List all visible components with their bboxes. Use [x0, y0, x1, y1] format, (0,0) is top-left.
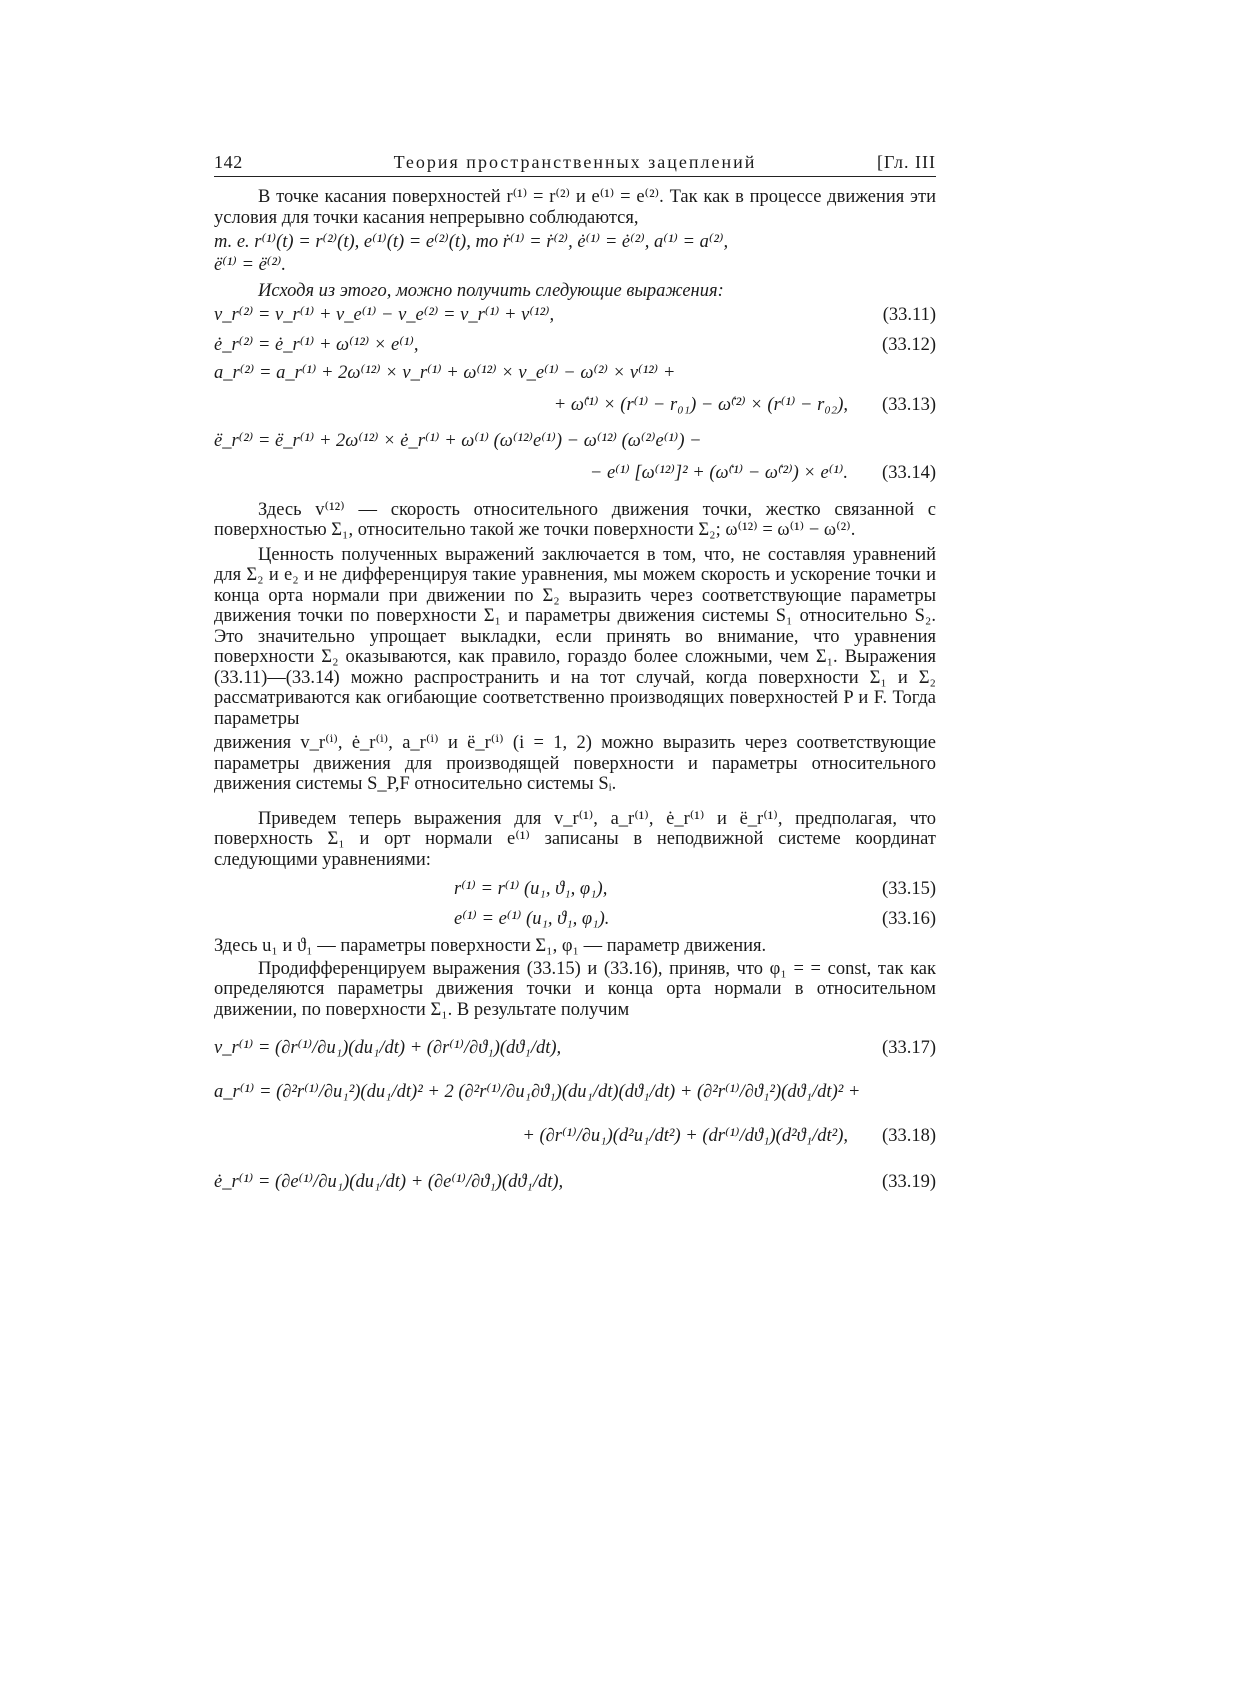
equation-33-12 — [214, 332, 936, 358]
paragraph-contact-conditions: В точке касания поверхностей r⁽¹⁾ = r⁽²⁾ и e⁽¹⁾ = e⁽²⁾. Так как в процессе движения эти условия для точки касания непрерывно соблюдаются, — [214, 187, 936, 228]
equation-33-17-body: v_r⁽¹⁾ = (∂r⁽¹⁾/∂u₁)(du₁/dt) + (∂r⁽¹⁾/∂ϑ₁)(dϑ₁/dt), — [214, 1038, 562, 1058]
equation-33-14-line1 — [214, 428, 936, 454]
equation-33-14-body-1: ë_r⁽²⁾ = ë_r⁽¹⁾ + 2ω⁽¹²⁾ × ė_r⁽¹⁾ + ω⁽¹⁾ (ω⁽¹²⁾e⁽¹⁾) − ω⁽¹²⁾ (ω⁽²⁾e⁽¹⁾) − — [214, 430, 702, 451]
equation-33-14-number: (33.14) — [882, 462, 936, 483]
equation-33-16-body: e⁽¹⁾ = e⁽¹⁾ (u₁, ϑ₁, φ₁). — [454, 909, 610, 929]
paragraph-differentiate: Продифференцируем выражения (33.15) и (33.16), приняв, что φ₁ = = const, так как определяются параметры движения точки и конца орта нормали в относительном движении, по поверхности Σ₁. В результате получим — [214, 958, 936, 1020]
equation-33-12-number: (33.12) — [882, 334, 936, 355]
equation-33-11-number: (33.11) — [882, 304, 936, 325]
equation-33-19 — [214, 1162, 936, 1202]
equation-33-13-line1 — [214, 360, 936, 386]
page-number: 142 — [214, 152, 243, 172]
equation-33-15-number: (33.15) — [882, 879, 936, 899]
running-header — [214, 150, 936, 177]
running-title: Теория пространственных зацеплений — [393, 152, 757, 172]
equation-33-18-body-1: a_r⁽¹⁾ = (∂²r⁽¹⁾/∂u₁²)(du₁/dt)² + 2 (∂²r⁽¹⁾/∂u₁∂ϑ₁)(du₁/dt)(dϑ₁/dt) + (∂²r⁽¹⁾/∂ϑ₁²)(dϑ₁/dt)² + — [214, 1082, 861, 1102]
equation-33-19-number: (33.19) — [882, 1172, 936, 1192]
equation-33-13-body-2: + ω̇⁽¹⁾ × (r⁽¹⁾ − r₀₁) − ω̇⁽²⁾ × (r⁽¹⁾ − r₀₂), — [553, 394, 848, 415]
paragraph-value-of-expressions-cont: движения v_r⁽ⁱ⁾, ė_r⁽ⁱ⁾, a_r⁽ⁱ⁾ и ë_r⁽ⁱ⁾ (i = 1, 2) можно выразить через соответствующие параметры движения для производящей поверхности и параметры относительного движения системы S_P,F относительно системы Sᵢ. — [214, 733, 936, 794]
paragraph-parameters: Здесь u₁ и ϑ₁ — параметры поверхности Σ₁, φ₁ — параметр движения. — [214, 936, 767, 956]
equation-33-13-line2 — [214, 392, 936, 418]
paragraph-contact-conditions-cont: т. е. r⁽¹⁾(t) = r⁽²⁾(t), e⁽¹⁾(t) = e⁽²⁾(t), то ṙ⁽¹⁾ = ṙ⁽²⁾, ė⁽¹⁾ = ė⁽²⁾, a⁽¹⁾ = a⁽²⁾, — [214, 232, 729, 252]
equation-33-18-line1 — [214, 1072, 936, 1112]
paragraph-expressions-intro: Исходя из этого, можно получить следующие выражения: — [258, 281, 724, 301]
paragraph-present-expressions: Приведем теперь выражения для v_r⁽¹⁾, a_r⁽¹⁾, ė_r⁽¹⁾ и ë_r⁽¹⁾, предполагая, что поверхность Σ₁ и орт нормали e⁽¹⁾ записаны в неподвижной системе координат следующими уравнениями: — [214, 808, 936, 870]
equation-33-17-number: (33.17) — [882, 1038, 936, 1058]
paragraph-contact-conditions-end: ë⁽¹⁾ = ë⁽²⁾. — [214, 254, 287, 275]
equation-33-15-body: r⁽¹⁾ = r⁽¹⁾ (u₁, ϑ₁, φ₁), — [454, 879, 608, 899]
equation-33-19-body: ė_r⁽¹⁾ = (∂e⁽¹⁾/∂u₁)(du₁/dt) + (∂e⁽¹⁾/∂ϑ₁)(dϑ₁/dt), — [214, 1172, 564, 1192]
equation-33-13-number: (33.13) — [882, 394, 936, 415]
equation-33-18-body-2: + (∂r⁽¹⁾/∂u₁)(d²u₁/dt²) + (dr⁽¹⁾/dϑ₁)(d²ϑ₁/dt²), — [522, 1126, 848, 1146]
equation-33-18-number: (33.18) — [882, 1126, 936, 1146]
page-content — [214, 150, 936, 1202]
equation-33-11 — [214, 302, 936, 328]
equation-33-16 — [214, 906, 936, 932]
equation-33-15 — [214, 876, 936, 902]
equation-33-13-body-1: a_r⁽²⁾ = a_r⁽¹⁾ + 2ω⁽¹²⁾ × v_r⁽¹⁾ + ω⁽¹²⁾ × v_e⁽¹⁾ − ω⁽²⁾ × v⁽¹²⁾ + — [214, 362, 676, 383]
equation-33-12-body: ė_r⁽²⁾ = ė_r⁽¹⁾ + ω⁽¹²⁾ × e⁽¹⁾, — [214, 334, 419, 355]
equation-33-14-line2 — [214, 460, 936, 486]
chapter-label: [Гл. III — [876, 152, 936, 172]
equation-33-18-line2 — [214, 1116, 936, 1156]
equation-33-11-body: v_r⁽²⁾ = v_r⁽¹⁾ + v_e⁽¹⁾ − v_e⁽²⁾ = v_r⁽¹⁾ + v⁽¹²⁾, — [214, 304, 555, 325]
equation-33-14-body-2: − e⁽¹⁾ [ω⁽¹²⁾]² + (ω̇⁽¹⁾ − ω̇⁽²⁾) × e⁽¹⁾. — [589, 462, 848, 483]
paragraph-value-of-expressions: Ценность полученных выражений заключается в том, что, не составляя уравнений для Σ₂ и e₂ и не дифференцируя такие уравнения, мы можем скорость и ускорение точки и конца орта нормали при движении по Σ₂ выразить через соответствующие параметры движения точки по поверхности Σ₁ и параметры движения системы S₁ относительно S₂. Это значительно упрощает выкладки, если принять во внимание, что уравнения поверхности Σ₂ оказываются, как правило, гораздо более сложными, чем Σ₁. Выражения (33.11)—(33.14) можно распространить и на тот случай, когда поверхности Σ₁ и Σ₂ рассматриваются как огибающие соответственно производящих поверхностей P и F. Тогда параметры — [214, 544, 936, 729]
equation-33-17 — [214, 1028, 936, 1068]
paragraph-relative-velocity: Здесь v⁽¹²⁾ — скорость относительного движения точки, жестко связанной с поверхностью Σ₁, относительно такой же точки поверхности Σ₂; ω⁽¹²⁾ = ω⁽¹⁾ − ω⁽²⁾. — [214, 499, 936, 540]
equation-33-16-number: (33.16) — [882, 909, 936, 929]
